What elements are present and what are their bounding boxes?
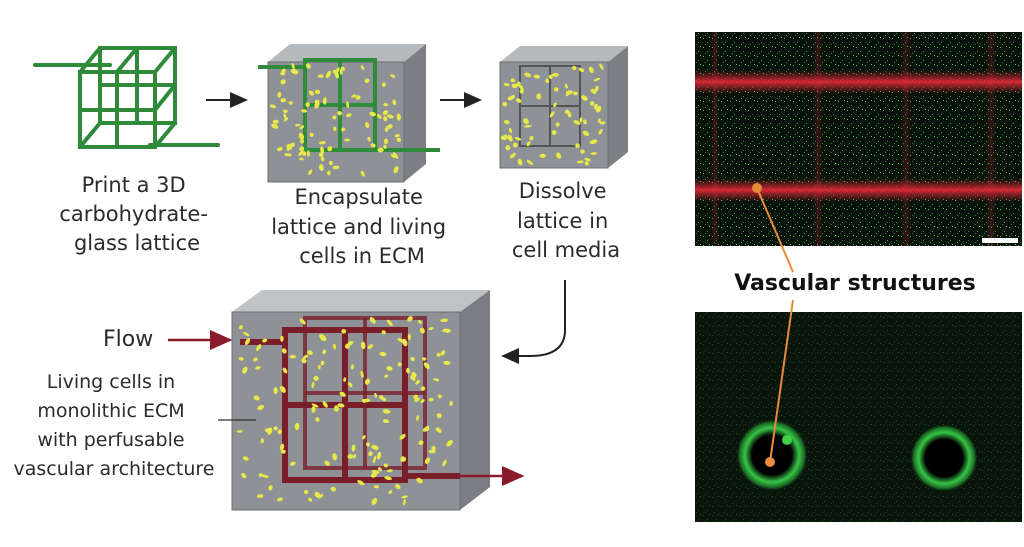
step-print-label: Print a 3D carbohydrate- glass lattice [59,173,208,255]
micrograph-bottom [695,312,1022,522]
vessel-cross-section-2 [910,424,978,492]
cell-dot [344,139,350,142]
flow-label: Flow [103,327,154,352]
vascular-structures-label: Vascular structures [734,271,976,296]
dissolved-cube [500,46,628,168]
step-dissolve-label: Dissolve lattice in cell media [511,179,621,262]
step-encapsulate-label: Encapsulate lattice and living cells in ECM [271,185,447,268]
cell-dot [318,75,324,78]
encapsulated-cube [258,44,440,182]
arrow-to-final [503,280,565,356]
final-cube [232,290,490,510]
scale-bar [982,238,1018,243]
printed-lattice [35,48,218,147]
final-description: Living cells in monolithic ECM with perfusable vascular architecture [13,371,215,480]
micrograph-top [695,32,1022,246]
